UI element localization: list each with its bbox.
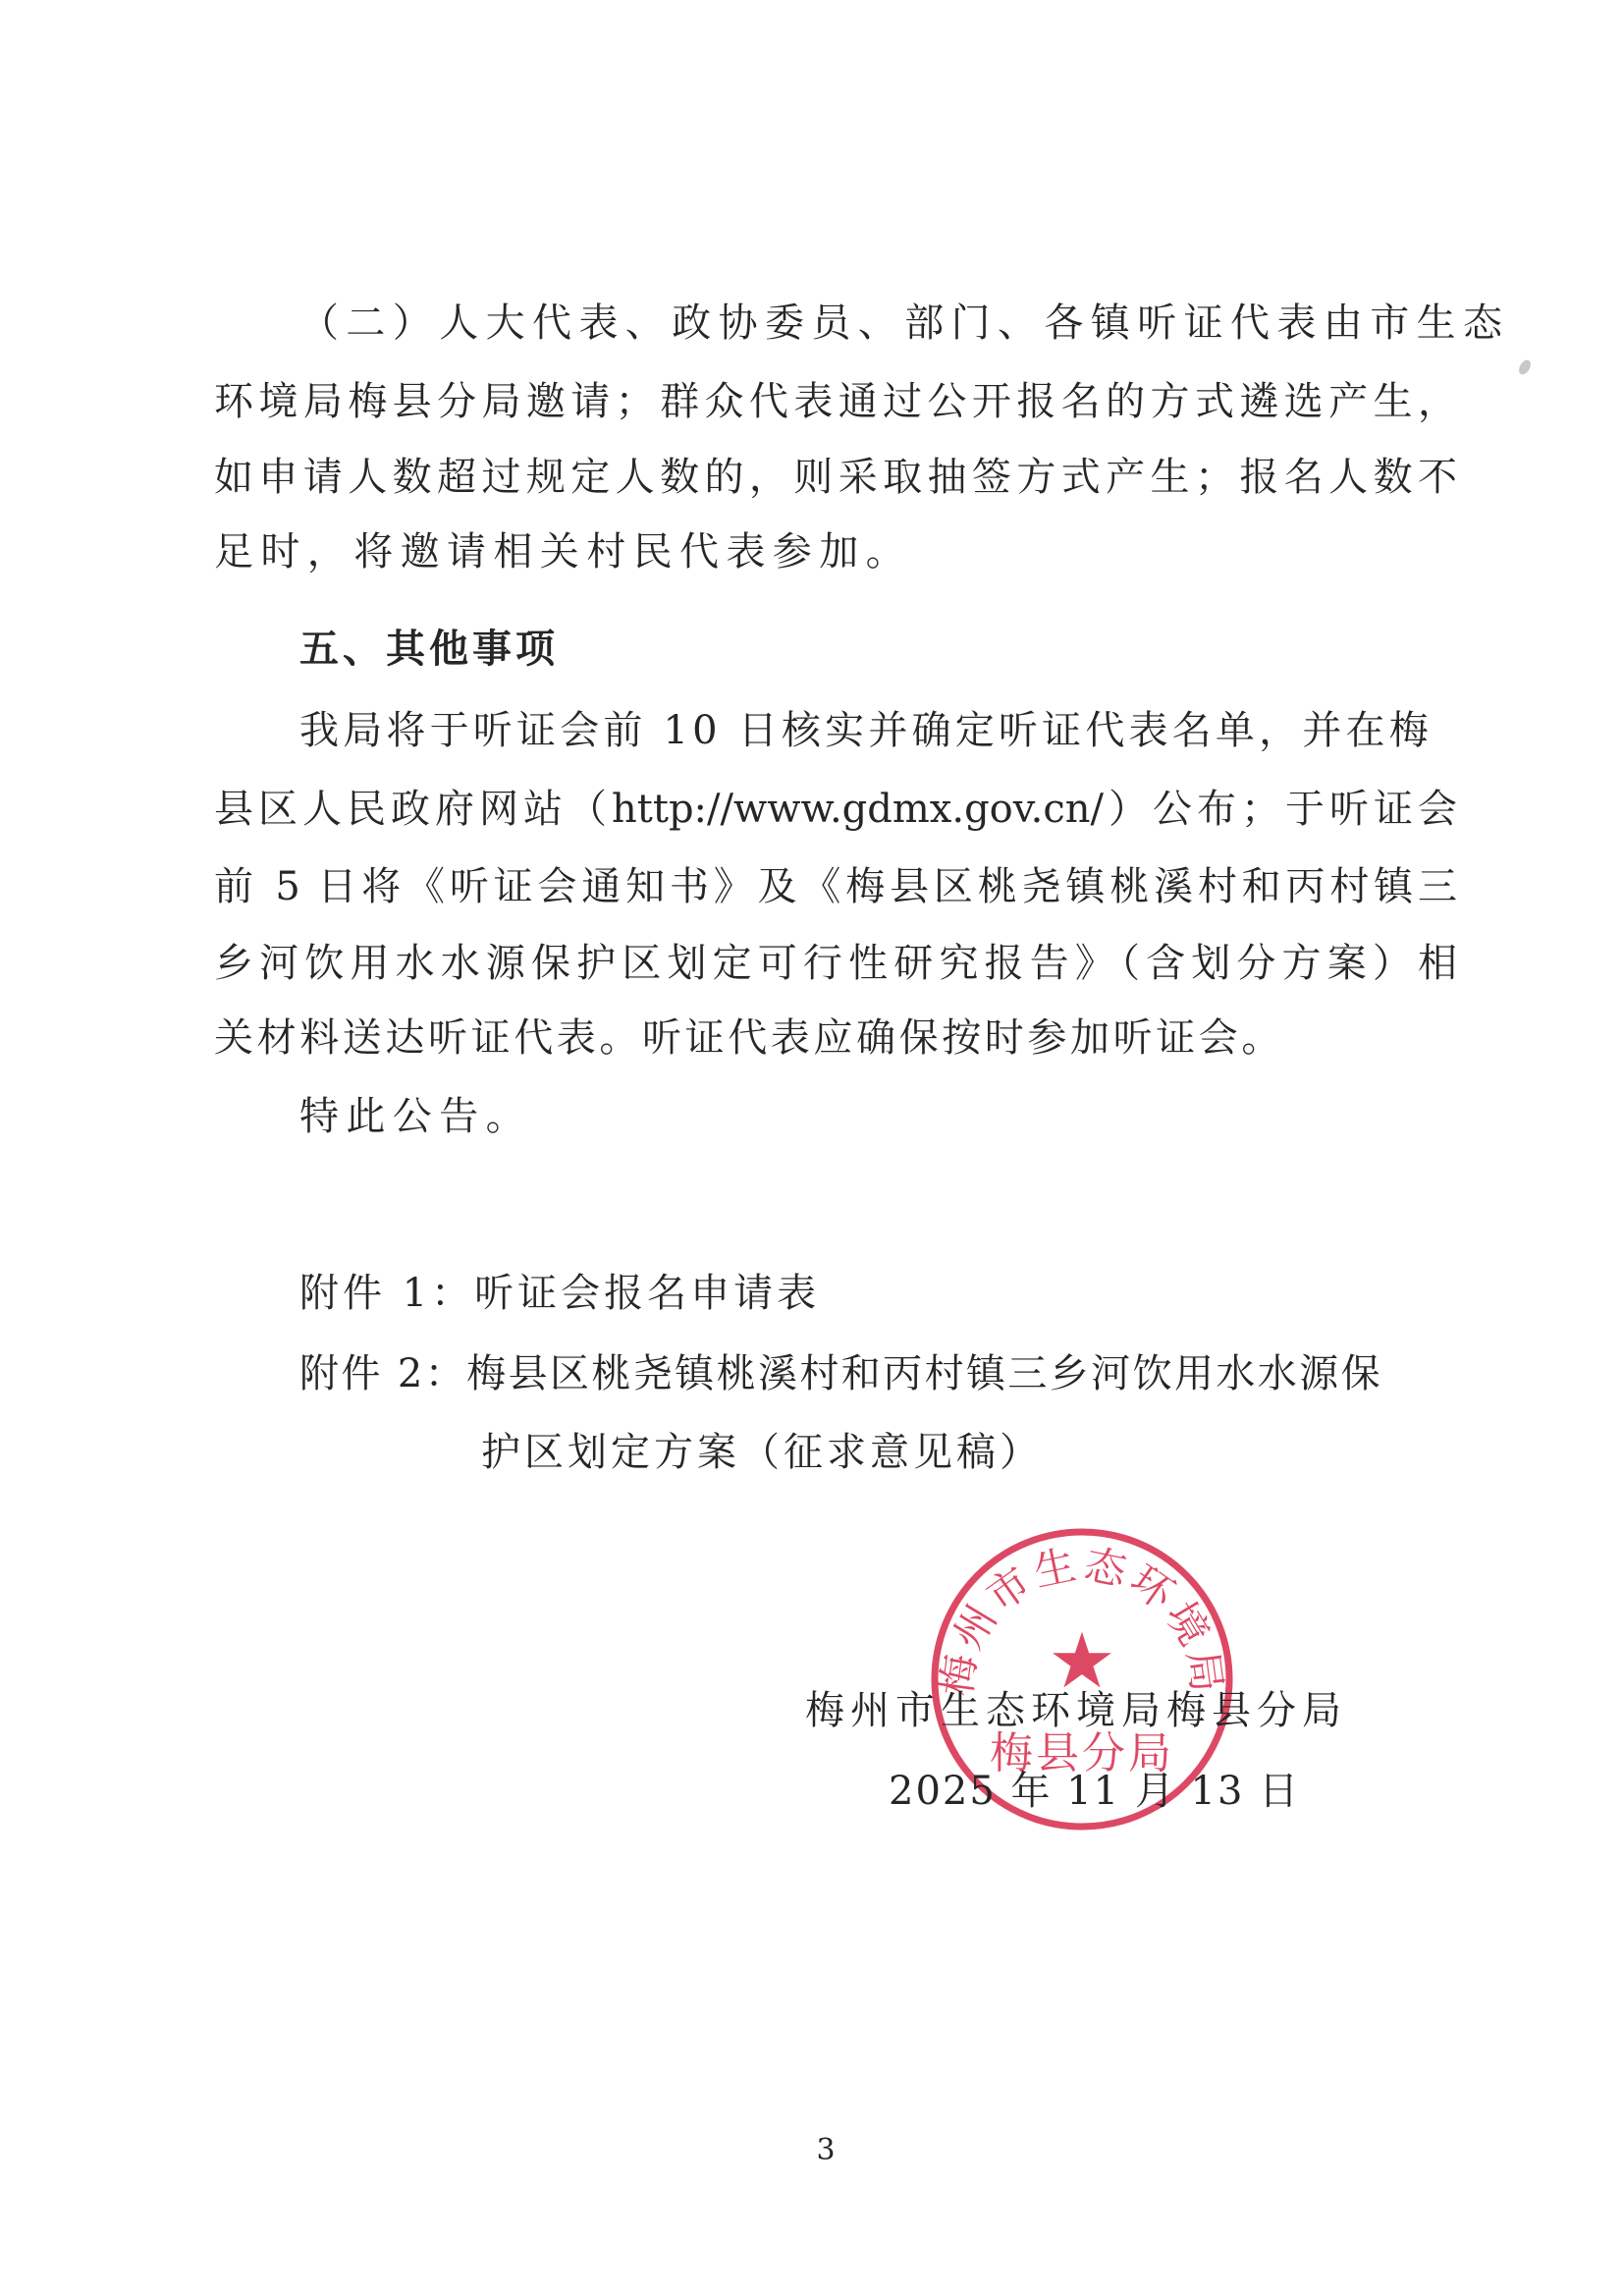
paragraph-other-line-2: 县区人民政府网站（http://www.gdmx.gov.cn/）公布；于听证会 [214,787,1457,832]
signature-organization: 梅州市生态环境局梅县分局 [805,1688,1347,1733]
paragraph-two-line-1: （二）人大代表、政协委员、部门、各镇听证代表由市生态 [299,301,1510,346]
closing-text: 特此公告。 [299,1094,532,1139]
attachment-2-label: 附件 2： [299,1351,467,1396]
attachment-2 [299,1350,1382,1397]
paragraph-two-line-2: 环境局梅县分局邀请；群众代表通过公开报名的方式遴选产生， [214,379,1457,424]
attachment-2-title: 梅县区桃尧镇桃溪村和丙村镇三乡河饮用水水源保 [466,1351,1382,1396]
paragraph-other-line-1: 我局将于听证会前 10 日核实并确定听证代表名单，并在梅 [299,708,1433,753]
seal-star-icon: ★ [1048,1617,1116,1706]
attachment-1-label: 附件 1： [299,1271,475,1316]
seal-inner-text: 梅县分局 [990,1728,1174,1778]
paragraph-two-line-4: 足时，将邀请相关村民代表参加。 [214,529,912,574]
seal-outer-text: 梅州市生态环境局 [932,1539,1232,1699]
attachment-2-continuation: 护区划定方案（征求意见稿） [481,1430,1043,1475]
attachment-1-title: 听证会报名申请表 [474,1271,821,1316]
signature-date: 2025 年 11 月 13 日 [889,1769,1301,1814]
attachment-1 [299,1270,820,1317]
paragraph-other-line-5: 关材料送达听证代表。听证代表应确保按时参加听证会。 [214,1015,1284,1061]
paragraph-two-line-3: 如申请人数超过规定人数的，则采取抽签方式产生；报名人数不 [214,455,1457,500]
paragraph-other-line-4: 乡河饮用水水源保护区划定可行性研究报告》（含划分方案）相 [214,941,1457,986]
scan-speck [1517,358,1534,377]
paragraph-other-line-3: 前 5 日将《听证会通知书》及《梅县区桃尧镇桃溪村和丙村镇三 [214,864,1457,909]
section-heading-other-matters: 五、其他事项 [299,627,559,672]
page-number: 3 [816,2133,836,2167]
